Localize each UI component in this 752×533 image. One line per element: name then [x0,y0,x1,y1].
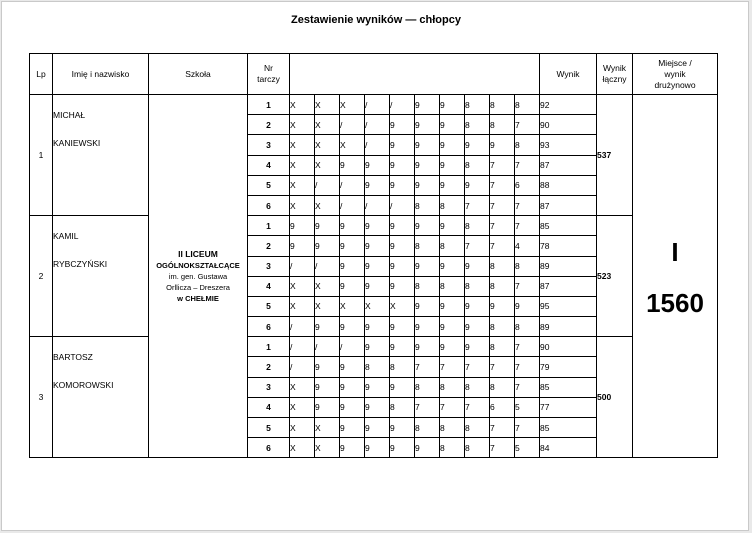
shot-value: 8 [515,317,540,337]
team-result: 1560 [646,288,704,319]
shot-value: 8 [465,216,490,236]
shot-value: / [315,337,340,357]
shot-value: / [290,337,315,357]
target-result: 79 [540,357,597,377]
shot-value: 9 [415,337,440,357]
shot-value: 8 [365,357,390,377]
shot-value: 9 [390,317,415,337]
shot-value: 9 [440,135,465,155]
target-result: 85 [540,418,597,438]
shot-value: 9 [490,296,515,316]
target-number: 4 [248,397,290,417]
shot-value: 9 [315,357,340,377]
shot-value: 7 [515,216,540,236]
shot-value: X [290,377,315,397]
header-target-line2: tarczy [257,74,280,84]
target-row [30,337,718,357]
shot-value: 9 [440,337,465,357]
target-result: 85 [540,216,597,236]
header-team [633,54,718,95]
shot-value: 8 [490,95,515,115]
header-name: Imię i nazwisko [53,54,149,95]
shot-value: X [315,276,340,296]
results-table [29,53,718,458]
results-body [30,95,718,458]
shot-value: 8 [440,438,465,458]
shot-value: X [340,296,365,316]
shot-value: X [290,418,315,438]
target-number: 3 [248,135,290,155]
shot-value: / [315,175,340,195]
school-line4: Orllicza – Dreszera [166,282,230,292]
shot-value: 6 [490,397,515,417]
shot-value: 8 [440,195,465,215]
shot-value: X [315,418,340,438]
shot-value: 9 [465,317,490,337]
shot-value: 9 [415,155,440,175]
shot-value: 9 [390,216,415,236]
school-line3: im. gen. Gustawa [168,271,228,281]
shot-value: 8 [415,195,440,215]
target-result: 93 [540,135,597,155]
shot-value: X [290,195,315,215]
shot-value: / [290,357,315,377]
shot-value: 9 [465,337,490,357]
document-title: Zestawienie wyników — chłopcy [291,14,461,26]
header-row [30,54,718,95]
header-team-line3: drużynowo [654,79,696,90]
shot-value: 9 [315,397,340,417]
school-cell [149,95,248,458]
shot-value: 8 [390,357,415,377]
header-shots [290,54,540,95]
shot-value: 9 [365,337,390,357]
shot-value: 8 [490,337,515,357]
shot-value: 9 [390,175,415,195]
target-number: 6 [248,438,290,458]
shot-value: X [290,175,315,195]
shot-value: / [390,95,415,115]
shot-value: X [290,397,315,417]
target-result: 87 [540,155,597,175]
shot-value: 7 [515,337,540,357]
competitor-lp: 1 [30,95,53,216]
header-target-line1: Nr [264,63,273,73]
school-line1: II LICEUM [178,248,218,259]
shot-value: 9 [365,236,390,256]
shot-value: 8 [515,95,540,115]
competitor-name [53,216,149,337]
shot-value: 7 [465,236,490,256]
shot-value: 7 [490,418,515,438]
shot-value: / [340,175,365,195]
shot-value: X [315,438,340,458]
shot-value: X [315,115,340,135]
shot-value: 9 [440,256,465,276]
target-number: 4 [248,276,290,296]
target-result: 88 [540,175,597,195]
shot-value: 9 [290,236,315,256]
shot-value: 9 [365,216,390,236]
shot-value: X [315,95,340,115]
shot-value: 7 [465,397,490,417]
school-line5: w CHEŁMIE [177,293,219,303]
shot-value: 9 [390,135,415,155]
shot-value: 9 [390,256,415,276]
header-result: Wynik [540,54,597,95]
target-result: 90 [540,337,597,357]
shot-value: / [340,337,365,357]
shot-value: 7 [415,357,440,377]
shot-value: 7 [465,195,490,215]
target-number: 2 [248,357,290,377]
shot-value: / [365,135,390,155]
shot-value: 9 [365,175,390,195]
competitor-total: 500 [597,337,633,458]
target-number: 1 [248,337,290,357]
shot-value: 9 [315,216,340,236]
shot-value: 9 [440,216,465,236]
shot-value: 9 [365,256,390,276]
shot-value: X [390,296,415,316]
shot-value: 9 [315,377,340,397]
shot-value: 7 [440,397,465,417]
shot-value: X [290,135,315,155]
shot-value: 9 [365,155,390,175]
shot-value: 9 [415,317,440,337]
shot-value: 9 [390,337,415,357]
shot-value: 9 [415,216,440,236]
target-result: 85 [540,377,597,397]
shot-value: 9 [465,135,490,155]
competitor-last-name: RYBCZYŃSKI [53,259,108,270]
shot-value: / [290,317,315,337]
shot-value: / [365,195,390,215]
target-number: 1 [248,216,290,236]
shot-value: 9 [415,296,440,316]
shot-value: 9 [415,438,440,458]
shot-value: 9 [390,115,415,135]
shot-value: 9 [465,256,490,276]
shot-value: 8 [490,317,515,337]
shot-value: 7 [515,377,540,397]
target-result: 89 [540,317,597,337]
shot-value: 9 [440,95,465,115]
competitor-total: 523 [597,216,633,337]
shot-value: 8 [415,418,440,438]
competitor-name [53,337,149,458]
team-result-cell [633,95,718,458]
shot-value: 9 [440,115,465,135]
shot-value: 5 [515,438,540,458]
shot-value: / [315,256,340,276]
shot-value: 8 [490,276,515,296]
shot-value: 7 [515,195,540,215]
shot-value: X [340,95,365,115]
shot-value: 7 [490,357,515,377]
shot-value: 8 [490,377,515,397]
shot-value: 9 [365,317,390,337]
shot-value: 7 [515,276,540,296]
target-number: 2 [248,236,290,256]
document-page [1,1,749,531]
shot-value: 8 [465,418,490,438]
competitor-total: 537 [597,95,633,216]
target-number: 6 [248,317,290,337]
competitor-last-name: KANIEWSKI [53,138,101,148]
header-team-line2: wynik [664,68,686,79]
shot-value: 7 [490,236,515,256]
header-total-line2: łączny [602,74,627,84]
shot-value: X [290,95,315,115]
shot-value: 7 [465,357,490,377]
shot-value: 9 [515,296,540,316]
shot-value: 8 [440,276,465,296]
shot-value: X [290,276,315,296]
shot-value: 9 [440,296,465,316]
shot-value: 9 [340,236,365,256]
shot-value: 9 [415,256,440,276]
school-line2: OGÓLNOKSZTAŁCĄCE [156,260,240,270]
shot-value: X [315,195,340,215]
shot-value: 9 [365,438,390,458]
header-total [597,54,633,95]
target-result: 92 [540,95,597,115]
shot-value: 9 [340,155,365,175]
team-place: I [671,237,679,268]
target-number: 4 [248,155,290,175]
shot-value: 9 [415,115,440,135]
shot-value: 8 [515,135,540,155]
header-school: Szkoła [149,54,248,95]
shot-value: 7 [490,438,515,458]
shot-value: 9 [315,236,340,256]
target-number: 6 [248,195,290,215]
competitor-lp: 3 [30,337,53,458]
shot-value: 8 [465,155,490,175]
shot-value: 9 [415,135,440,155]
shot-value: X [365,296,390,316]
shot-value: 4 [515,236,540,256]
shot-value: / [340,115,365,135]
shot-value: 7 [515,155,540,175]
target-number: 5 [248,418,290,438]
shot-value: 8 [415,276,440,296]
shot-value: 8 [515,256,540,276]
shot-value: 7 [515,357,540,377]
target-row [30,95,718,115]
shot-value: X [290,115,315,135]
shot-value: 9 [415,95,440,115]
shot-value: 9 [390,438,415,458]
shot-value: X [290,438,315,458]
target-number: 5 [248,296,290,316]
shot-value: 9 [365,377,390,397]
shot-value: 9 [390,276,415,296]
target-result: 89 [540,256,597,276]
shot-value: 9 [340,317,365,337]
shot-value: 9 [365,276,390,296]
shot-value: 9 [390,418,415,438]
shot-value: 7 [515,115,540,135]
shot-value: 9 [340,256,365,276]
shot-value: X [315,135,340,155]
shot-value: 9 [490,135,515,155]
shot-value: 9 [340,377,365,397]
shot-value: 7 [415,397,440,417]
shot-value: 9 [290,216,315,236]
target-number: 1 [248,95,290,115]
competitor-name [53,95,149,216]
shot-value: / [365,115,390,135]
target-number: 3 [248,256,290,276]
header-target-no [248,54,290,95]
shot-value: / [390,195,415,215]
target-row [30,216,718,236]
shot-value: 9 [340,276,365,296]
shot-value: 8 [465,95,490,115]
shot-value: 9 [340,357,365,377]
shot-value: 9 [390,236,415,256]
shot-value: 9 [390,377,415,397]
shot-value: 9 [390,155,415,175]
shot-value: 7 [490,195,515,215]
shot-value: 8 [490,115,515,135]
shot-value: 9 [465,175,490,195]
shot-value: X [315,296,340,316]
shot-value: 8 [390,397,415,417]
shot-value: 9 [340,216,365,236]
shot-value: 7 [490,175,515,195]
target-result: 87 [540,195,597,215]
shot-value: 8 [465,115,490,135]
competitor-first-name: BARTOSZ [53,352,93,363]
competitor-first-name: MICHAŁ [53,110,86,120]
target-number: 5 [248,175,290,195]
shot-value: / [365,95,390,115]
header-total-line1: Wynik [602,63,627,73]
shot-value: 7 [490,155,515,175]
shot-value: 8 [465,276,490,296]
shot-value: 9 [340,418,365,438]
shot-value: 8 [440,377,465,397]
target-result: 84 [540,438,597,458]
header-lp: Lp [30,54,53,95]
shot-value: X [290,155,315,175]
competitor-lp: 2 [30,216,53,337]
shot-value: 9 [415,175,440,195]
shot-value: 8 [440,236,465,256]
shot-value: 9 [340,397,365,417]
shot-value: 9 [315,317,340,337]
shot-value: 9 [365,397,390,417]
competitor-last-name: KOMOROWSKI [53,380,114,391]
shot-value: 8 [465,438,490,458]
shot-value: 8 [440,418,465,438]
shot-value: X [290,296,315,316]
shot-value: 7 [440,357,465,377]
target-result: 78 [540,236,597,256]
shot-value: 9 [340,438,365,458]
shot-value: 8 [465,377,490,397]
shot-value: 9 [440,317,465,337]
shot-value: 8 [415,377,440,397]
shot-value: X [315,155,340,175]
shot-value: 9 [465,296,490,316]
target-number: 2 [248,115,290,135]
target-result: 90 [540,115,597,135]
shot-value: 7 [490,216,515,236]
shot-value: 5 [515,397,540,417]
target-result: 95 [540,296,597,316]
target-result: 87 [540,276,597,296]
shot-value: 9 [365,418,390,438]
shot-value: 9 [440,155,465,175]
target-result: 77 [540,397,597,417]
shot-value: 6 [515,175,540,195]
shot-value: X [340,135,365,155]
shot-value: 7 [515,418,540,438]
shot-value: / [290,256,315,276]
shot-value: 8 [415,236,440,256]
target-number: 3 [248,377,290,397]
shot-value: 9 [440,175,465,195]
shot-value: / [340,195,365,215]
shot-value: 8 [490,256,515,276]
competitor-first-name: KAMIL [53,231,79,242]
header-team-line1: Miejsce / [658,57,692,68]
